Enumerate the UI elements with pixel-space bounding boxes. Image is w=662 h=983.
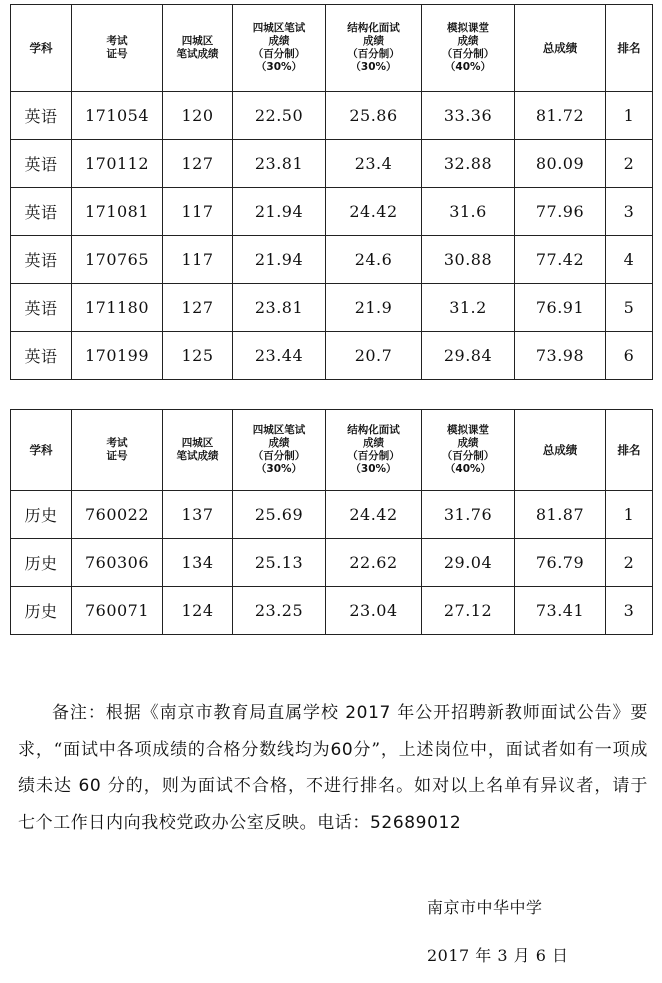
cell-total: 76.91 (515, 284, 606, 332)
cell-mock: 31.2 (422, 284, 515, 332)
cell-exam-id: 170765 (72, 236, 163, 284)
header-total: 总成绩 (515, 410, 606, 491)
cell-structured: 24.42 (326, 491, 422, 539)
table-row (11, 332, 653, 380)
cell-total: 80.09 (515, 140, 606, 188)
cell-written-pct: 25.69 (233, 491, 326, 539)
cell-total: 73.98 (515, 332, 606, 380)
cell-rank: 2 (606, 539, 653, 587)
cell-rank: 4 (606, 236, 653, 284)
header-subject: 学科 (11, 410, 72, 491)
cell-written: 134 (163, 539, 233, 587)
cell-mock: 27.12 (422, 587, 515, 635)
signature-date: 2017 年 3 月 6 日 (427, 946, 569, 965)
cell-exam-id: 171054 (72, 92, 163, 140)
cell-written: 124 (163, 587, 233, 635)
note-phone: 52689012 (370, 812, 462, 833)
header-written-pct: 四城区笔试 成绩 （百分制） （30%） (233, 5, 326, 92)
cell-exam-id: 170199 (72, 332, 163, 380)
cell-total: 73.41 (515, 587, 606, 635)
note-paragraph (18, 695, 648, 841)
cell-exam-id: 170112 (72, 140, 163, 188)
cell-exam-id: 760022 (72, 491, 163, 539)
cell-mock: 30.88 (422, 236, 515, 284)
cell-written: 117 (163, 236, 233, 284)
cell-exam-id: 760071 (72, 587, 163, 635)
cell-written-pct: 22.50 (233, 92, 326, 140)
table-row (11, 491, 653, 539)
cell-mock: 29.04 (422, 539, 515, 587)
note-text: 分的，则为面试不合格，不进行排名。如对以上名单有异议者，请于七个工作日内向我校党政办公室反映。电话： (18, 776, 648, 833)
header-mock: 模拟课堂 成绩 （百分制） （40%） (422, 5, 515, 92)
note-year: 2017 (345, 703, 391, 723)
signature-organization: 南京市中华中学 (427, 898, 543, 917)
cell-written-pct: 23.25 (233, 587, 326, 635)
cell-exam-id: 760306 (72, 539, 163, 587)
note-text: 年公开招聘新教师面试公告》要求，“面试中各项成绩的合格分数线均为 (18, 703, 648, 760)
table-header-row (11, 410, 653, 491)
table-header-row (11, 5, 653, 92)
cell-subject: 英语 (11, 92, 72, 140)
header-written: 四城区 笔试成绩 (163, 410, 233, 491)
cell-subject: 英语 (11, 188, 72, 236)
header-exam-id: 考试 证号 (72, 410, 163, 491)
cell-exam-id: 171081 (72, 188, 163, 236)
cell-total: 77.42 (515, 236, 606, 284)
cell-rank: 1 (606, 491, 653, 539)
cell-rank: 5 (606, 284, 653, 332)
cell-structured: 24.42 (326, 188, 422, 236)
cell-rank: 3 (606, 188, 653, 236)
cell-subject: 历史 (11, 491, 72, 539)
cell-total: 76.79 (515, 539, 606, 587)
cell-rank: 2 (606, 140, 653, 188)
cell-mock: 31.76 (422, 491, 515, 539)
cell-written: 137 (163, 491, 233, 539)
cell-structured: 20.7 (326, 332, 422, 380)
history-score-table (10, 409, 653, 635)
cell-written-pct: 25.13 (233, 539, 326, 587)
note-passing-score: 60 (78, 776, 102, 796)
table-row (11, 284, 653, 332)
cell-structured: 25.86 (326, 92, 422, 140)
cell-structured: 23.04 (326, 587, 422, 635)
table-row (11, 188, 653, 236)
cell-written: 125 (163, 332, 233, 380)
header-subject: 学科 (11, 5, 72, 92)
cell-written-pct: 23.81 (233, 284, 326, 332)
cell-structured: 22.62 (326, 539, 422, 587)
table-row (11, 587, 653, 635)
cell-mock: 31.6 (422, 188, 515, 236)
english-score-table (10, 4, 653, 380)
cell-rank: 6 (606, 332, 653, 380)
cell-mock: 32.88 (422, 140, 515, 188)
cell-structured: 23.4 (326, 140, 422, 188)
table-row (11, 539, 653, 587)
cell-structured: 21.9 (326, 284, 422, 332)
cell-mock: 29.84 (422, 332, 515, 380)
cell-written: 120 (163, 92, 233, 140)
cell-written: 127 (163, 284, 233, 332)
cell-total: 77.96 (515, 188, 606, 236)
cell-exam-id: 171180 (72, 284, 163, 332)
cell-written-pct: 23.81 (233, 140, 326, 188)
cell-written-pct: 23.44 (233, 332, 326, 380)
cell-rank: 1 (606, 92, 653, 140)
cell-total: 81.72 (515, 92, 606, 140)
cell-rank: 3 (606, 587, 653, 635)
cell-total: 81.87 (515, 491, 606, 539)
cell-written-pct: 21.94 (233, 236, 326, 284)
table-row (11, 92, 653, 140)
cell-mock: 33.36 (422, 92, 515, 140)
note-text: 分”，上述岗位中，面试者如有一项成绩未达 (18, 739, 648, 796)
note-passing-score: 60 (330, 739, 354, 760)
cell-written-pct: 21.94 (233, 188, 326, 236)
header-structured: 结构化面试 成绩 （百分制） （30%） (326, 5, 422, 92)
cell-subject: 英语 (11, 332, 72, 380)
note-text: 备注：根据《南京市教育局直属学校 (52, 703, 346, 723)
cell-subject: 历史 (11, 539, 72, 587)
header-mock: 模拟课堂 成绩 （百分制） （40%） (422, 410, 515, 491)
table-row (11, 236, 653, 284)
header-written-pct: 四城区笔试 成绩 （百分制） （30%） (233, 410, 326, 491)
table-row (11, 140, 653, 188)
cell-subject: 历史 (11, 587, 72, 635)
header-total: 总成绩 (515, 5, 606, 92)
header-rank: 排名 (606, 410, 653, 491)
header-structured: 结构化面试 成绩 （百分制） （30%） (326, 410, 422, 491)
header-exam-id: 考试 证号 (72, 5, 163, 92)
header-written: 四城区 笔试成绩 (163, 5, 233, 92)
header-rank: 排名 (606, 5, 653, 92)
cell-subject: 英语 (11, 140, 72, 188)
cell-structured: 24.6 (326, 236, 422, 284)
cell-subject: 英语 (11, 284, 72, 332)
cell-written: 117 (163, 188, 233, 236)
cell-subject: 英语 (11, 236, 72, 284)
cell-written: 127 (163, 140, 233, 188)
